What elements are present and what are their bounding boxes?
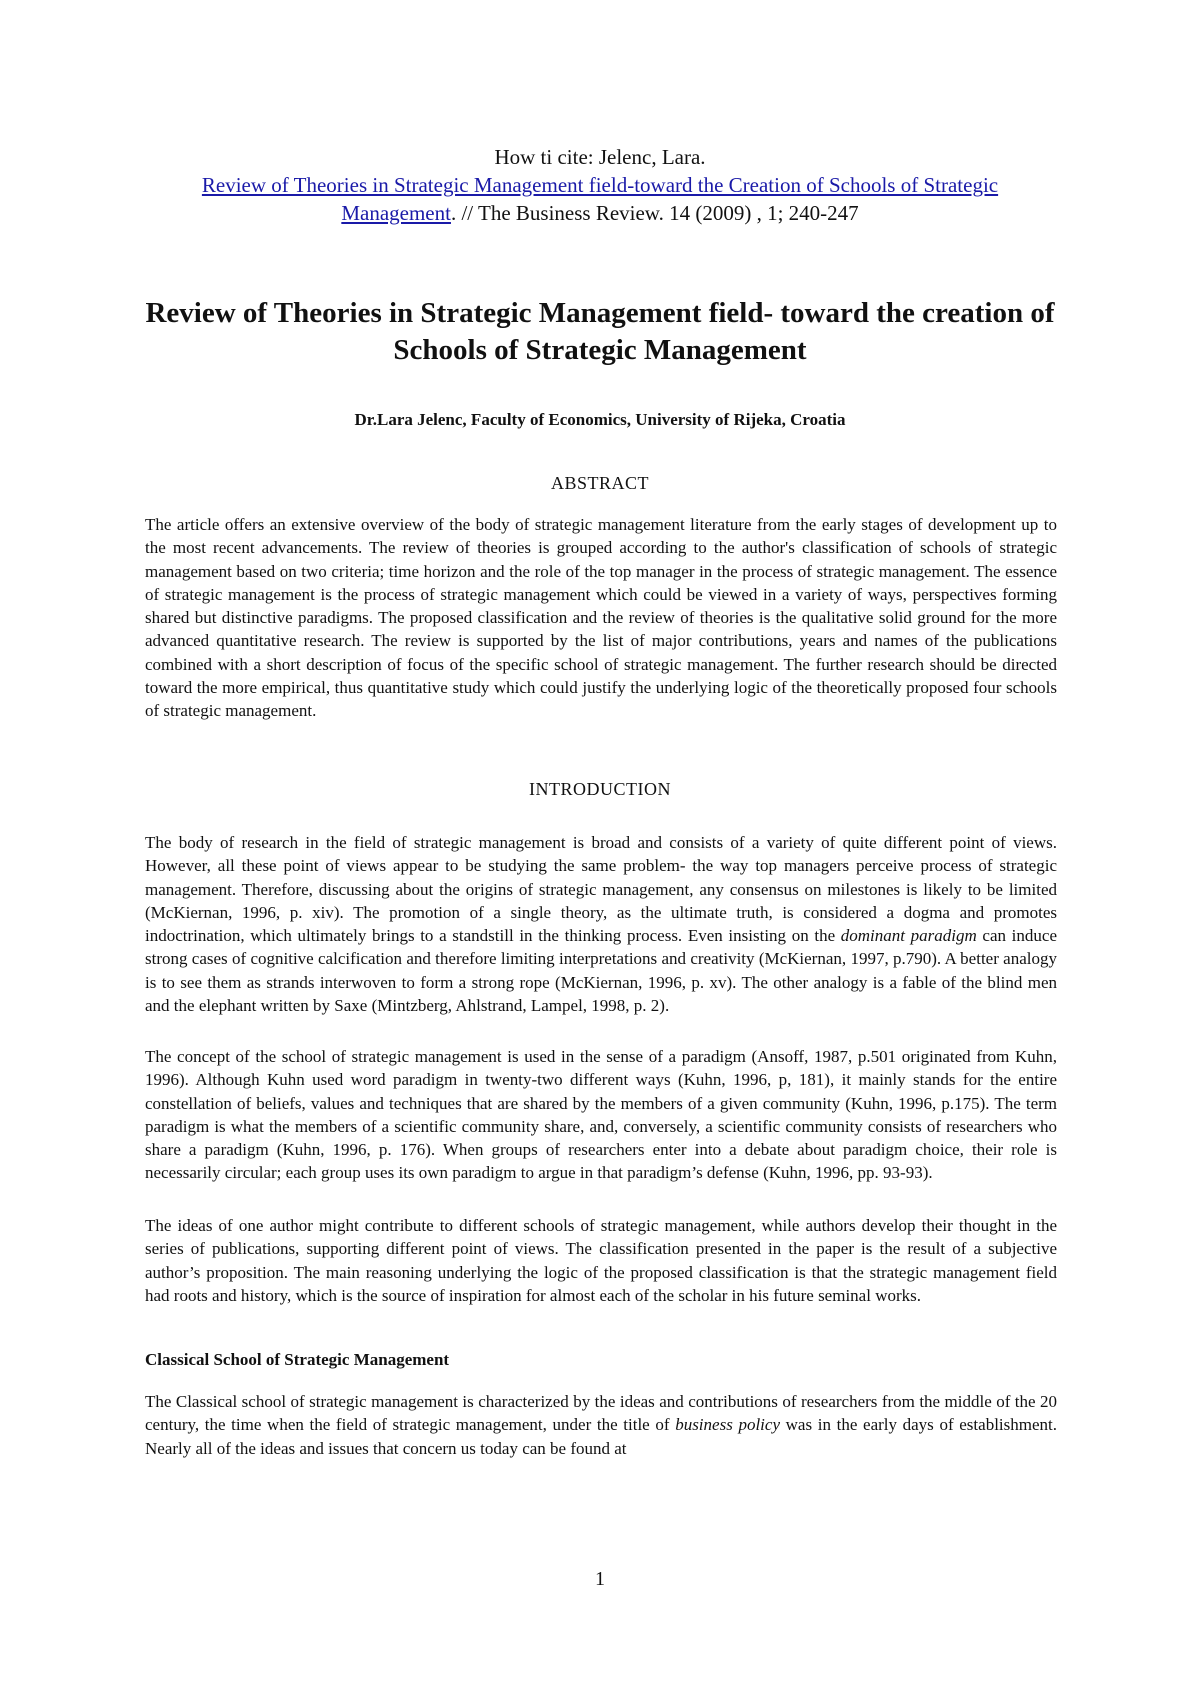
- classical-p1-text-b: was in the early days of establishment. Nearly all of the ideas and issues that concern us today can be found at: [145, 1415, 1057, 1458]
- paper-title: Review of Theories in Strategic Management field- toward the creation of Schools of Strategic Management: [145, 297, 1055, 366]
- abstract-text: The article offers an extensive overview of the body of strategic management literature from the early stages of development up to the most recent advancements. The review of theories is grouped according to the author's classification of schools of strategic management based on two criteria; time horizon and the role of the top manager in the process of strategic management. The essence of strategic management is the process of strategic management which could be viewed in a variety of ways, perspectives forming shared but distinctive paradigms. The proposed classification and the review of theories is the qualitative solid ground for the more advanced quantitative research. The review is supported by the list of major contributions, years and names of the publications combined with a short description of focus of the specific school of strategic management. The further research should be directed toward the more empirical, thus quantitative study which could justify the underlying logic of the theoretically proposed four schools of strategic management.: [145, 515, 1057, 721]
- classical-p1-text-a: The Classical school of strategic management is characterized by the ideas and contributions of researchers from the middle of the 20 century, the time when the field of strategic management, under the title of: [145, 1392, 1057, 1435]
- page-number: 1: [595, 1568, 605, 1590]
- intro-p1-italic: dominant paradigm: [840, 926, 977, 946]
- author-line: Dr.Lara Jelenc, Faculty of Economics, University of Rijeka, Croatia: [354, 410, 846, 429]
- classical-p1-italic: business policy: [675, 1415, 780, 1435]
- introduction-paragraph-2: The concept of the school of strategic management is used in the sense of a paradigm (Ansoff, 1987, p.501 originated from Kuhn, 1996). Although Kuhn used word paradigm in twenty-two different ways (Kuhn, 1996, p, 181), it mainly stands for the entire constellation of beliefs, values and techniques that are shared by the members of a given community (Kuhn, 1996, p.175). The term paradigm is what the members of a scientific community share, and, conversely, a scientific community consists of researchers who share a paradigm (Kuhn, 1996, p. 176). When groups of researchers enter into a debate about paradigm choice, their role is necessarily circular; each group uses its own paradigm to argue in that paradigm’s defense (Kuhn, 1996, pp. 93-93).: [145, 1047, 1057, 1183]
- citation-prefix: How ti cite: Jelenc, Lara.: [494, 145, 706, 169]
- intro-p1-text-b: can induce strong cases of cognitive calcification and therefore limiting interpretations and creativity (McKiernan, 1997, p.790). A better analogy is to see them as strands interwoven to form a strong rope (McKiernan, 1996, p. xv). The other analogy is a fable of the blind men and the elephant written by Saxe (Mintzberg, Ahlstrand, Lampel, 1998, p. 2).: [145, 926, 1057, 1016]
- intro-p1-text-a: The body of research in the field of strategic management is broad and consists of a variety of quite different point of views. However, all these point of views appear to be studying the same problem- the way top managers perceive process of strategic management. Therefore, discussing about the origins of strategic management, any consensus on milestones is likely to be limited (McKiernan, 1996, p. xiv). The promotion of a single theory, as the ultimate truth, is considered a dogma and promotes indoctrination, which ultimately brings to a standstill in the thinking process. Even insisting on the: [145, 833, 1057, 946]
- abstract-heading: ABSTRACT: [550, 473, 650, 493]
- introduction-heading: INTRODUCTION: [529, 779, 671, 799]
- citation-suffix: . // The Business Review. 14 (2009) , 1; 240-247: [450, 201, 859, 225]
- introduction-paragraph-1: [145, 831, 1057, 1017]
- classical-school-heading: Classical School of Strategic Management: [145, 1350, 450, 1369]
- citation-block: [150, 143, 1050, 227]
- introduction-paragraph-3: The ideas of one author might contribute to different schools of strategic management, while authors develop their thought in the series of publications, supporting different point of views. The classification presented in the paper is the result of a subjective author’s proposition. The main reasoning underlying the logic of the proposed classification is that the strategic management field had roots and history, which is the source of inspiration for almost each of the scholar in his future seminal works.: [145, 1216, 1057, 1305]
- classical-paragraph-1: [145, 1390, 1057, 1460]
- citation-link[interactable]: Review of Theories in Strategic Management field-toward the Creation of Schools of Strategic Management: [201, 173, 999, 225]
